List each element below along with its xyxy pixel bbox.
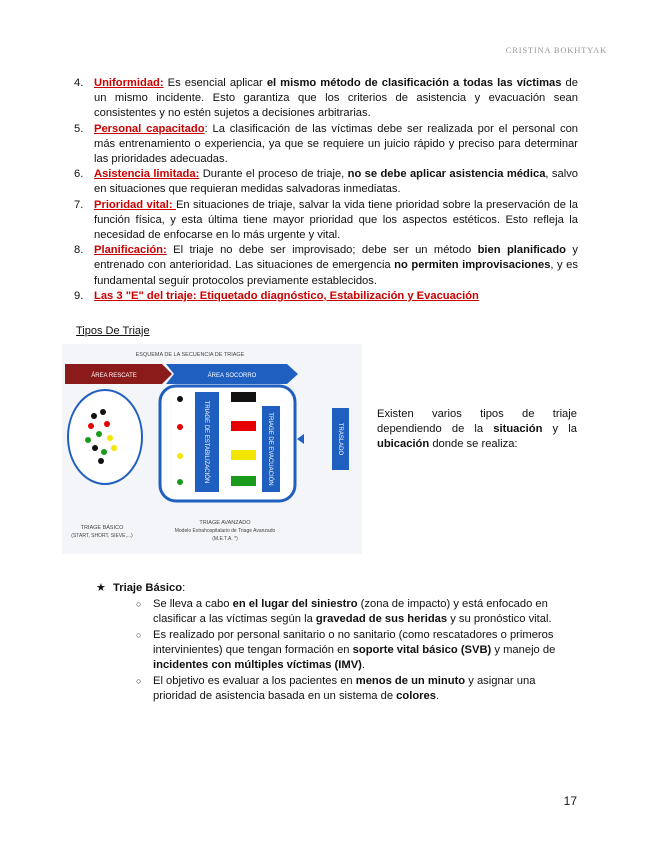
triage-sequence-diagram bbox=[62, 344, 362, 554]
list-item bbox=[74, 76, 578, 122]
item-key: Las 3 "E" del triaje: Etiquetado diagnóstico, Estabilización y Evacuación bbox=[94, 289, 479, 302]
diagram-title: ESQUEMA DE LA SECUENCIA DE TRIAGE bbox=[135, 352, 245, 358]
traslado-label: TRASLADO bbox=[337, 422, 343, 456]
page-number: 17 bbox=[563, 794, 577, 808]
star-bullet-icon: ★ bbox=[96, 582, 107, 594]
sub-bold: en el lugar del siniestro bbox=[232, 598, 358, 610]
list-item bbox=[74, 243, 579, 289]
item-text: En situaciones de triaje, salvar la vida tiene prioridad sobre la preservación de la función física, y esta última tiene mayor prioridad que los aspectos estéticos. Esto refleja la necesidad de enfocarse en lo más urgente y vital. bbox=[94, 198, 579, 242]
circle-bullet-icon: ○ bbox=[136, 599, 142, 609]
heading-bold: Triaje Básico bbox=[113, 582, 183, 594]
priority-dot-red bbox=[177, 424, 183, 430]
item-text: , salvo en situaciones que requieran medidas salvadoras inmediatas. bbox=[94, 168, 579, 196]
list-item bbox=[74, 289, 578, 304]
item-key: Personal capacitado bbox=[94, 122, 205, 135]
triage-evacuacion-label: TRIAGE DE EVACUACIÓN bbox=[267, 412, 273, 486]
priority-dot-yellow bbox=[177, 453, 183, 459]
sub-text: . bbox=[361, 659, 365, 672]
sub-text: . bbox=[435, 690, 440, 703]
item-key: Planificación: bbox=[94, 244, 167, 257]
list-item bbox=[74, 198, 579, 244]
priority-tag-red bbox=[231, 421, 256, 431]
casualty-dot bbox=[91, 413, 97, 419]
intro-text: y la bbox=[542, 423, 577, 436]
triage-types-intro bbox=[377, 407, 577, 453]
triaje-basico-heading bbox=[96, 581, 185, 596]
casualty-dot bbox=[96, 431, 102, 437]
item-text: Es esencial aplicar bbox=[163, 77, 267, 89]
item-number: 6. bbox=[74, 168, 84, 181]
casualty-dot bbox=[107, 435, 113, 441]
triage-avanzado-model: Modelo Extrahospitalario de Triage Avanzado bbox=[174, 528, 276, 534]
intro-bold: situación bbox=[493, 423, 543, 436]
item-key: Uniformidad: bbox=[94, 77, 164, 89]
area-socorro-label: ÁREA SOCORRO bbox=[207, 373, 257, 379]
triage-basico-methods: (START, SHORT, SIEVE,...) bbox=[71, 533, 133, 539]
priority-tag-green bbox=[231, 476, 256, 486]
priority-tag-yellow bbox=[231, 450, 256, 460]
item-text: : La clasificación de las víctimas debe ser realizada por el personal con más entrenamiento o experiencia, ya que se requiere un juicio rápido y preciso para determinar las prioridades adecuadas. bbox=[94, 122, 579, 166]
sub-bold: soporte vital básico (SVB) bbox=[352, 644, 492, 657]
item-bold: no permiten improvisaciones bbox=[394, 259, 551, 272]
item-number: 5. bbox=[74, 122, 84, 135]
sub-bullet bbox=[136, 628, 578, 674]
casualty-dot bbox=[101, 449, 107, 455]
list-item bbox=[74, 122, 579, 168]
casualty-dot bbox=[88, 423, 94, 429]
sub-text: Es realizado por personal sanitario o no sanitario (como rescatadores o primeros intervinientes) que tengan formación en bbox=[153, 629, 554, 657]
item-text: , y es fundamental seguir protocolos previamente establecidos. bbox=[94, 259, 578, 287]
triage-avanzado-label: TRIAGE AVANZADO bbox=[199, 520, 251, 526]
item-number: 7. bbox=[74, 198, 84, 211]
item-text: Durante el proceso de triaje, bbox=[199, 168, 348, 181]
intro-bold: ubicación bbox=[377, 438, 430, 451]
casualty-dot bbox=[104, 421, 110, 427]
sub-text: Se lleva a cabo bbox=[153, 598, 233, 610]
intro-text: donde se realiza: bbox=[429, 438, 518, 451]
sub-bold: incidentes con múltiples víctimas (IMV) bbox=[153, 659, 362, 672]
item-text: de un mismo incidente. Esto garantiza que los criterios de asistencia y evacuación sean consistentes y no estén sujetos a decisiones arbitrarias. bbox=[94, 77, 578, 120]
casualty-dot bbox=[85, 437, 91, 443]
priority-dot-black bbox=[177, 396, 183, 402]
item-number: 8. bbox=[74, 244, 84, 257]
triage-basico-label: TRIAGE BÁSICO bbox=[80, 525, 124, 531]
priority-dot-green bbox=[177, 479, 183, 485]
sub-bold: colores bbox=[396, 690, 436, 703]
section-title: Tipos De Triaje bbox=[76, 325, 150, 337]
item-key: Prioridad vital: bbox=[94, 198, 176, 211]
item-number: 9. bbox=[74, 289, 84, 302]
page-header-author: CRISTINA BOKHTYAK bbox=[505, 45, 607, 55]
casualty-dot bbox=[100, 409, 106, 415]
list-item bbox=[74, 167, 579, 197]
casualty-dot bbox=[98, 458, 104, 464]
item-number: 4. bbox=[74, 77, 84, 89]
casualty-dot bbox=[111, 445, 117, 451]
item-text: y entrenado con anterioridad. Las situaciones de emergencia bbox=[94, 244, 579, 272]
circle-bullet-icon: ○ bbox=[136, 630, 142, 640]
sub-text: (zona de impacto) y está enfocado en clasificar a las víctimas según la bbox=[153, 598, 548, 626]
item-bold: no se debe aplicar asistencia médica bbox=[347, 168, 546, 181]
item-text: El triaje no debe ser improvisado; debe ser un método bbox=[166, 244, 478, 257]
sub-bullet bbox=[136, 597, 578, 627]
item-bold: el mismo método de clasificación a todas las víctimas bbox=[266, 77, 562, 89]
circle-bullet-icon: ○ bbox=[136, 676, 142, 686]
casualties-circle bbox=[68, 390, 142, 484]
priority-tag-black bbox=[231, 392, 256, 402]
triage-estabilizacion-label: TRIAGE DE ESTABILIZACIÓN bbox=[203, 400, 209, 484]
item-key: Asistencia limitada: bbox=[94, 168, 200, 181]
sub-text: y asignar una prioridad de asistencia basada en un sistema de bbox=[153, 675, 536, 703]
casualty-dot bbox=[92, 445, 98, 451]
sub-bold: menos de un minuto bbox=[355, 675, 466, 687]
sub-text: y manejo de bbox=[491, 644, 556, 657]
sub-text: y su pronóstico vital. bbox=[447, 613, 552, 626]
item-bold: bien planificado bbox=[477, 244, 567, 257]
area-rescate-label: ÁREA RESCATE bbox=[91, 373, 137, 379]
sub-bullet bbox=[136, 674, 578, 704]
sub-bold: gravedad de sus heridas bbox=[315, 613, 448, 626]
triage-principles-list bbox=[74, 76, 579, 304]
intro-text: Existen varios tipos de triaje dependiendo de la bbox=[377, 408, 577, 436]
sub-text: El objetivo es evaluar a los pacientes en bbox=[153, 675, 356, 687]
heading-colon: : bbox=[182, 582, 186, 594]
triage-avanzado-acronym: (M.E.T.A. *) bbox=[212, 536, 238, 542]
